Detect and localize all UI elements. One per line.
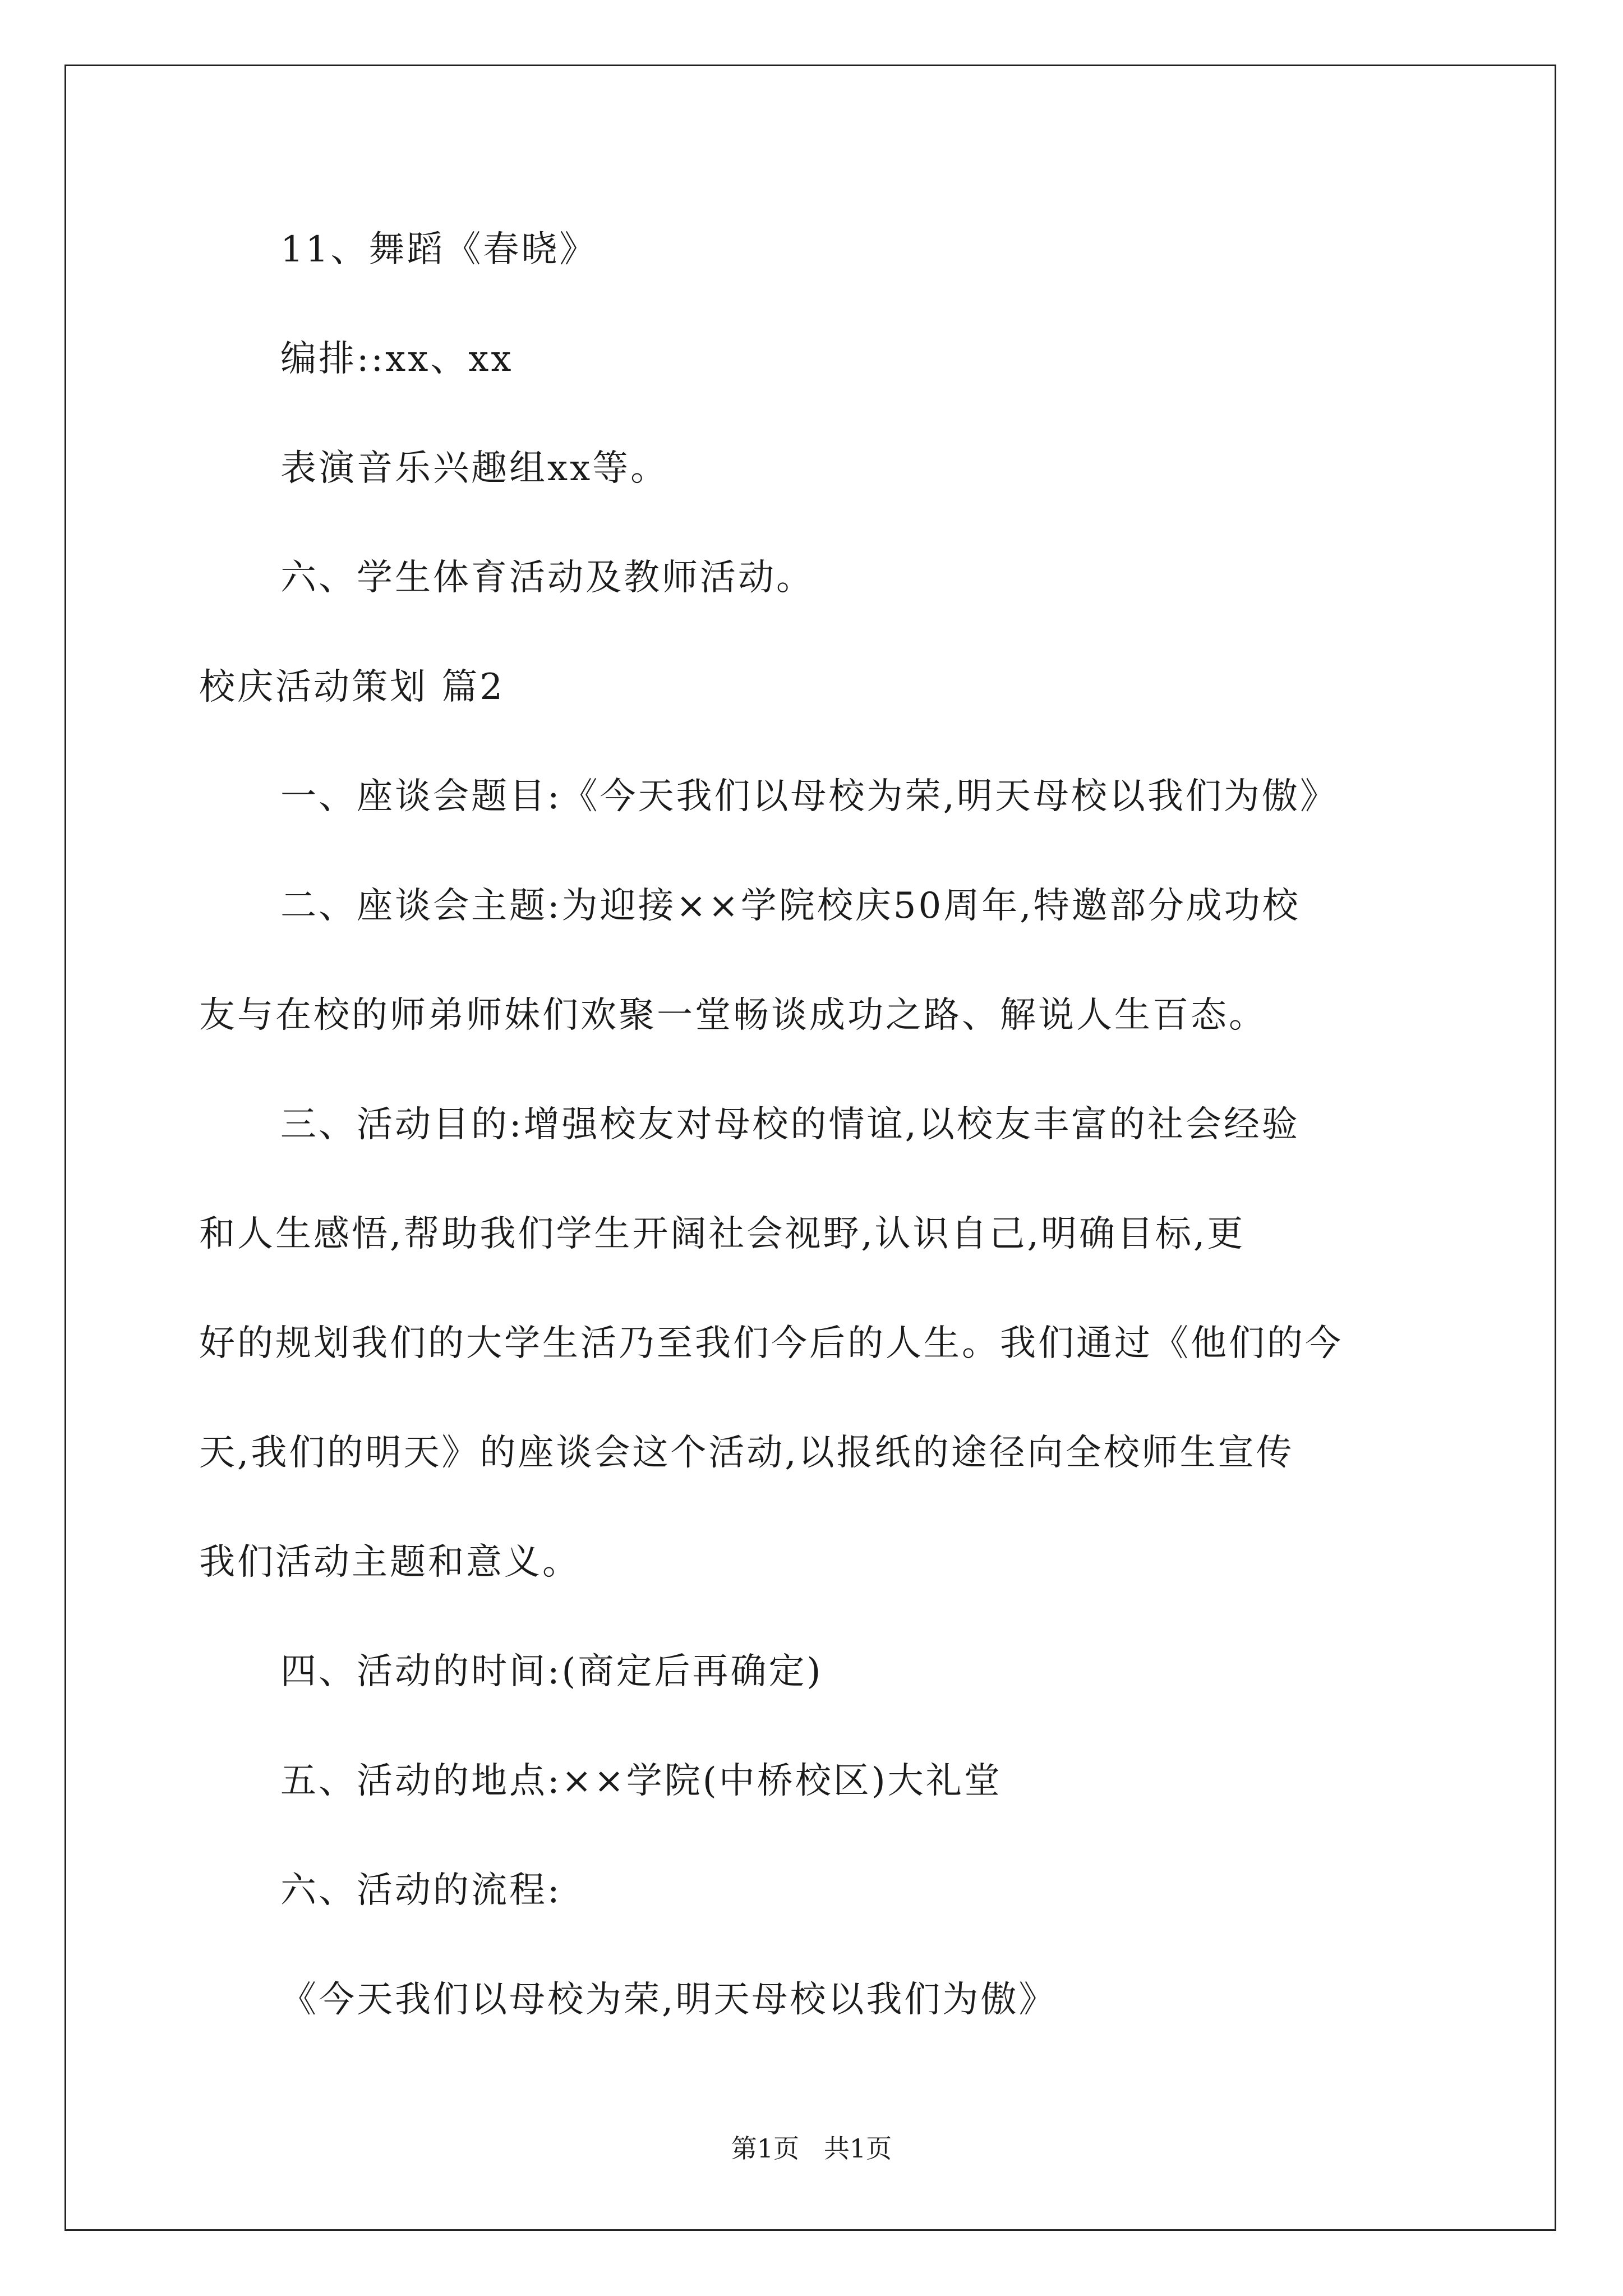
body-line: 编排::xx、xx [280,338,514,380]
page-footer: 第1页 共1页 [731,2133,892,2164]
body-line: 一、座谈会题目:《今天我们以母校为荣,明天母校以我们为傲》 [280,776,1338,817]
body-line: 和人生感悟,帮助我们学生开阔社会视野,认识自己,明确目标,更 [199,1213,1246,1255]
body-line: 二、座谈会主题:为迎接××学院校庆50周年,特邀部分成功校 [280,885,1301,927]
body-line: 六、学生体育活动及教师活动。 [280,557,814,599]
body-line: 11、舞蹈《春晓》 [280,229,598,270]
section-heading: 校庆活动策划 篇2 [199,666,505,708]
body-line: 好的规划我们的大学生活乃至我们今后的人生。我们通过《他们的今 [199,1323,1343,1364]
body-line: 《今天我们以母校为荣,明天母校以我们为傲》 [280,1979,1057,2021]
body-line: 六、活动的流程: [280,1870,562,1911]
body-line: 表演音乐兴趣组xx等。 [280,448,669,489]
body-line: 三、活动目的:增强校友对母校的情谊,以校友丰富的社会经验 [280,1104,1300,1145]
body-line: 天,我们的明天》的座谈会这个活动,以报纸的途径向全校师生宣传 [199,1432,1294,1474]
body-line: 五、活动的地点:××学院(中桥校区)大礼堂 [280,1760,1002,1802]
body-line: 四、活动的时间:(商定后再确定) [280,1651,823,1692]
body-line: 友与在校的师弟师妹们欢聚一堂畅谈成功之路、解说人生百态。 [199,995,1267,1036]
body-line: 我们活动主题和意义。 [199,1542,580,1583]
